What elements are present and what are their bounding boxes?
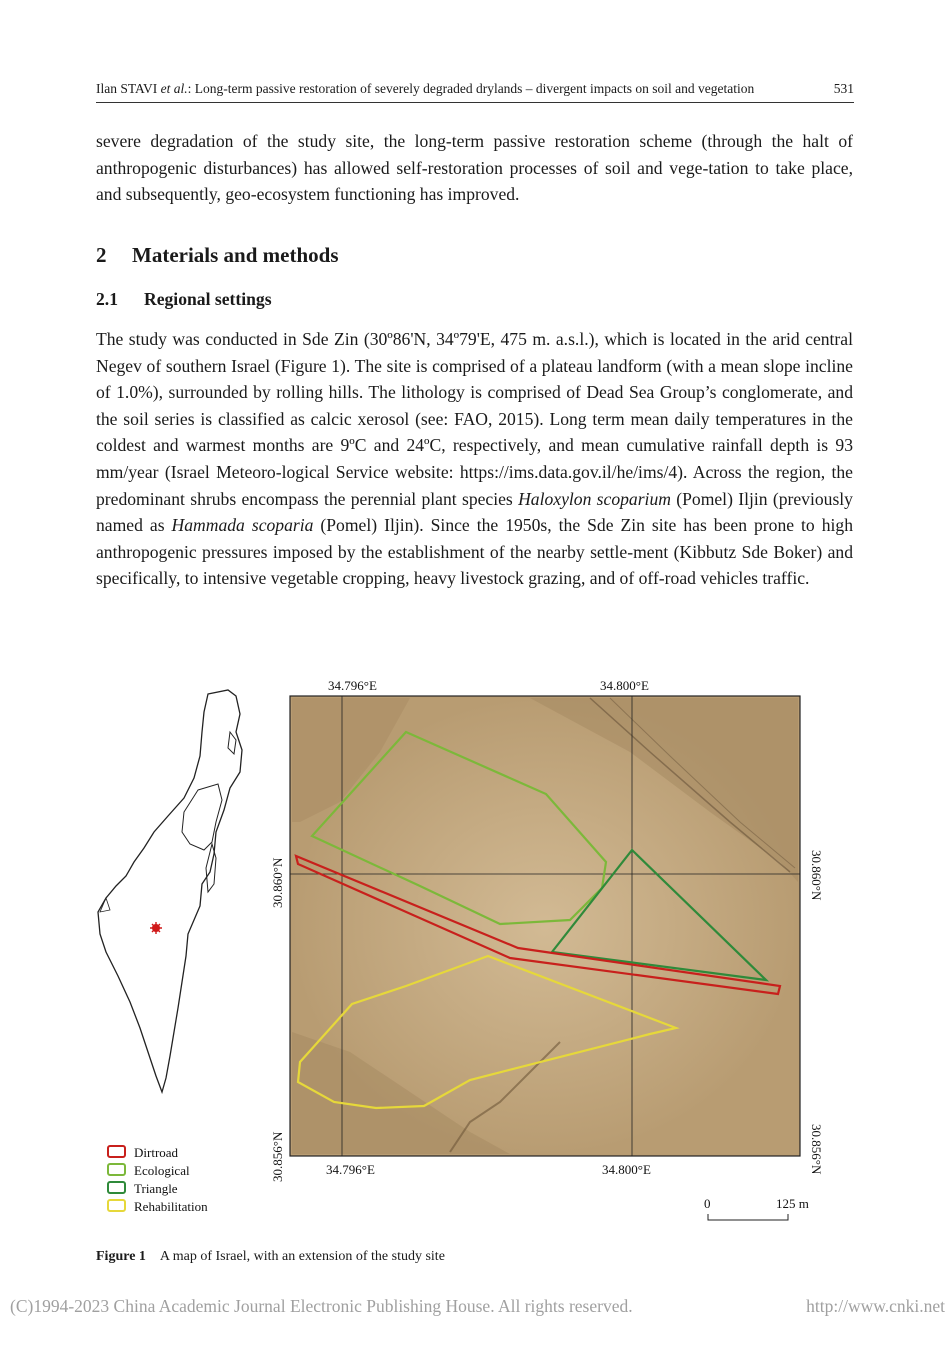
legend-label-dirtroad: Dirtroad (134, 1145, 179, 1160)
footer-link[interactable]: http://www.cnki.net (806, 1296, 945, 1316)
legend-swatch-rehabilitation (108, 1200, 125, 1211)
caption-label: Figure 1 (96, 1249, 146, 1264)
study-site-marker (150, 922, 162, 934)
scale-end-label: 125 m (776, 1196, 809, 1211)
scale-start-label: 0 (704, 1196, 711, 1211)
subsection-heading (96, 287, 272, 311)
israel-map (98, 690, 242, 1092)
legend-swatch-ecological (108, 1164, 125, 1175)
page-number: 531 (833, 81, 854, 96)
west-bank-outline (182, 784, 222, 850)
legend-item-dirtroad (108, 1145, 179, 1160)
legend-label-rehabilitation: Rehabilitation (134, 1199, 208, 1214)
axis-label-top-right: 34.800°E (600, 678, 649, 693)
sea-of-galilee-outline (228, 732, 236, 754)
legend-swatch-triangle (108, 1182, 125, 1193)
section-title: Materials and methods (132, 243, 339, 267)
species-name: Haloxylon scoparium (518, 488, 671, 509)
subsection-number: 2.1 (96, 289, 118, 309)
running-header (96, 80, 854, 103)
legend-label-ecological: Ecological (134, 1163, 190, 1178)
caption-text: A map of Israel, with an extension of the study site (159, 1249, 445, 1264)
axis-label-left-lower: 30.856°N (270, 1131, 285, 1182)
section-number: 2 (96, 243, 107, 267)
header-authors-title: Ilan STAVI et al.: Long-term passive restoration of severely degraded drylands – divergent impacts on soil and vegetation (96, 81, 755, 96)
axis-label-right-upper: 30.860°N (809, 850, 824, 901)
axis-label-right-lower: 30.856°N (809, 1124, 824, 1175)
copyright-notice: (C)1994-2023 China Academic Journal Electronic Publishing House. All rights reserved. (10, 1296, 633, 1316)
subsection-title: Regional settings (144, 289, 272, 309)
body-paragraph: The study was conducted in Sde Zin (30º86'N, 34º79'E, 475 m. a.s.l.), which is located in the arid central Negev of southern Israel (Figure 1). The site is comprised of a plateau landform (with a mean slope incline of 1.0%), surrounded by rolling hills. The lithology is comprised of Dead Sea Group’s conglomerate, and the soil series is classified as calcic xerosol (see: FAO, 2015). Long term mean daily temperatures in the coldest and warmest months are 9ºC and 24ºC, respectively, and mean cumulative rainfall depth is 93 mm/year (Israel Meteoro-logical Service website: https://ims.data.gov.il/he/ims/4). Across the region, the predominant shrubs encompass the perennial plant species Haloxylon scoparium (Pomel) Iljin (previously named as Hammada scoparia (Pomel) Iljin). Since the 1950s, the Sde Zin site has been prone to high anthropogenic pressures imposed by the establishment of the nearby settle-ment (Kibbutz Sde Boker) and specifically, to intensive vegetable cropping, heavy livestock grazing, and of off-road vehicles traffic. (96, 329, 853, 589)
intro-paragraph: severe degradation of the study site, the long-term passive restoration scheme (through the halt of anthropogenic disturbances) has allowed self-restoration processes of soil and vege-tation to take place, and subsequently, geo-ecosystem functioning has improved. (96, 131, 853, 205)
figure-1 (90, 672, 860, 1227)
legend-item-triangle (108, 1181, 178, 1196)
israel-outline (98, 690, 242, 1092)
axis-label-left-upper: 30.860°N (270, 857, 285, 908)
scale-bar (704, 1196, 809, 1220)
axis-label-bottom-left: 34.796°E (326, 1162, 375, 1177)
legend-swatch-dirtroad (108, 1146, 125, 1157)
legend-item-rehabilitation (108, 1199, 208, 1214)
figure-caption (96, 1248, 445, 1266)
axis-label-top-left: 34.796°E (328, 678, 377, 693)
section-heading (96, 241, 339, 269)
figure-svg (90, 672, 860, 1227)
legend-item-ecological (108, 1163, 190, 1178)
page-footer (10, 1296, 945, 1317)
species-name: Hammada scoparia (171, 515, 314, 536)
aerial-map (270, 678, 824, 1182)
legend-label-triangle: Triangle (134, 1181, 178, 1196)
axis-label-bottom-right: 34.800°E (602, 1162, 651, 1177)
scale-line (708, 1214, 788, 1220)
legend (108, 1145, 208, 1214)
